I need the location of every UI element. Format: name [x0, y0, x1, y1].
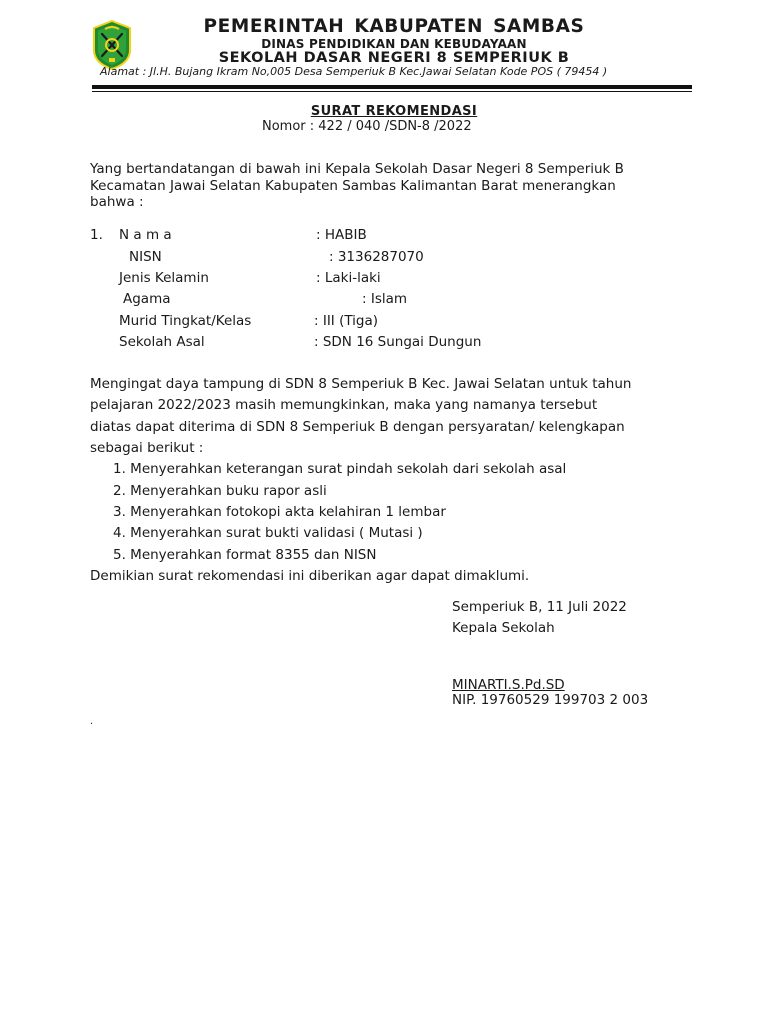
intro-line: Yang bertandatangan di bawah ini Kepala Sekolah Dasar Negeri 8 Semperiuk B	[90, 161, 624, 177]
requirement-item: 5. Menyerahkan format 8355 dan NISN	[113, 547, 377, 563]
name-value: : HABIB	[316, 227, 367, 243]
paragraph-line: pelajaran 2022/2023 masih memungkinkan, maka yang namanya tersebut	[90, 397, 598, 413]
place-date: Semperiuk B, 11 Juli 2022	[452, 599, 627, 615]
letterhead-divider-thick	[92, 85, 692, 89]
letterhead-government: PEMERINTAH KABUPATEN SAMBAS	[203, 16, 585, 37]
gender-label: Jenis Kelamin	[119, 270, 209, 286]
item-number: 1.	[90, 227, 103, 243]
letterhead-department: DINAS PENDIDIKAN DAN KEBUDAYAAN	[261, 37, 527, 51]
paragraph-line: sebagai berikut :	[90, 440, 204, 456]
requirement-item: 2. Menyerahkan buku rapor asli	[113, 483, 327, 499]
letter-number: Nomor : 422 / 040 /SDN-8 /2022	[262, 119, 472, 134]
religion-label: Agama	[123, 291, 171, 307]
footer-dot: .	[90, 716, 94, 727]
letterhead-school: SEKOLAH DASAR NEGERI 8 SEMPERIUK B	[218, 50, 570, 66]
requirement-item: 1. Menyerahkan keterangan surat pindah sekolah dari sekolah asal	[113, 461, 567, 477]
letterhead-address: Alamat : Jl.H. Bujang Ikram No,005 Desa Semperiuk B Kec.Jawai Selatan Kode POS ( 79454 )	[100, 65, 608, 78]
intro-line: bahwa :	[90, 194, 144, 210]
gender-value: : Laki-laki	[316, 270, 381, 286]
signatory-position: Kepala Sekolah	[452, 620, 555, 636]
name-label: N a m a	[119, 227, 172, 243]
origin-school-value: : SDN 16 Sungai Dungun	[314, 334, 482, 350]
origin-school-label: Sekolah Asal	[119, 334, 205, 350]
religion-value: : Islam	[362, 291, 408, 307]
requirement-item: 3. Menyerahkan fotokopi akta kelahiran 1 lembar	[113, 504, 446, 520]
closing-statement: Demikian surat rekomendasi ini diberikan agar dapat dimaklumi.	[90, 568, 530, 584]
grade-value: : III (Tiga)	[314, 313, 379, 329]
letterhead-divider-thin	[92, 91, 692, 92]
paragraph-line: diatas dapat diterima di SDN 8 Semperiuk B dengan persyaratan/ kelengkapan	[90, 419, 625, 435]
intro-line: Kecamatan Jawai Selatan Kabupaten Sambas Kalimantan Barat menerangkan	[90, 178, 616, 194]
nisn-value: : 3136287070	[329, 249, 424, 265]
paragraph-line: Mengingat daya tampung di SDN 8 Semperiuk B Kec. Jawai Selatan untuk tahun	[90, 376, 632, 392]
letter-title: SURAT REKOMENDASI	[310, 104, 478, 119]
requirement-item: 4. Menyerahkan surat bukti validasi ( Mutasi )	[113, 525, 423, 541]
grade-label: Murid Tingkat/Kelas	[119, 313, 252, 329]
nisn-label: NISN	[129, 249, 162, 265]
signatory-nip: NIP. 19760529 199703 2 003	[452, 692, 649, 708]
signatory-name: MINARTI.S.Pd.SD	[452, 677, 565, 693]
